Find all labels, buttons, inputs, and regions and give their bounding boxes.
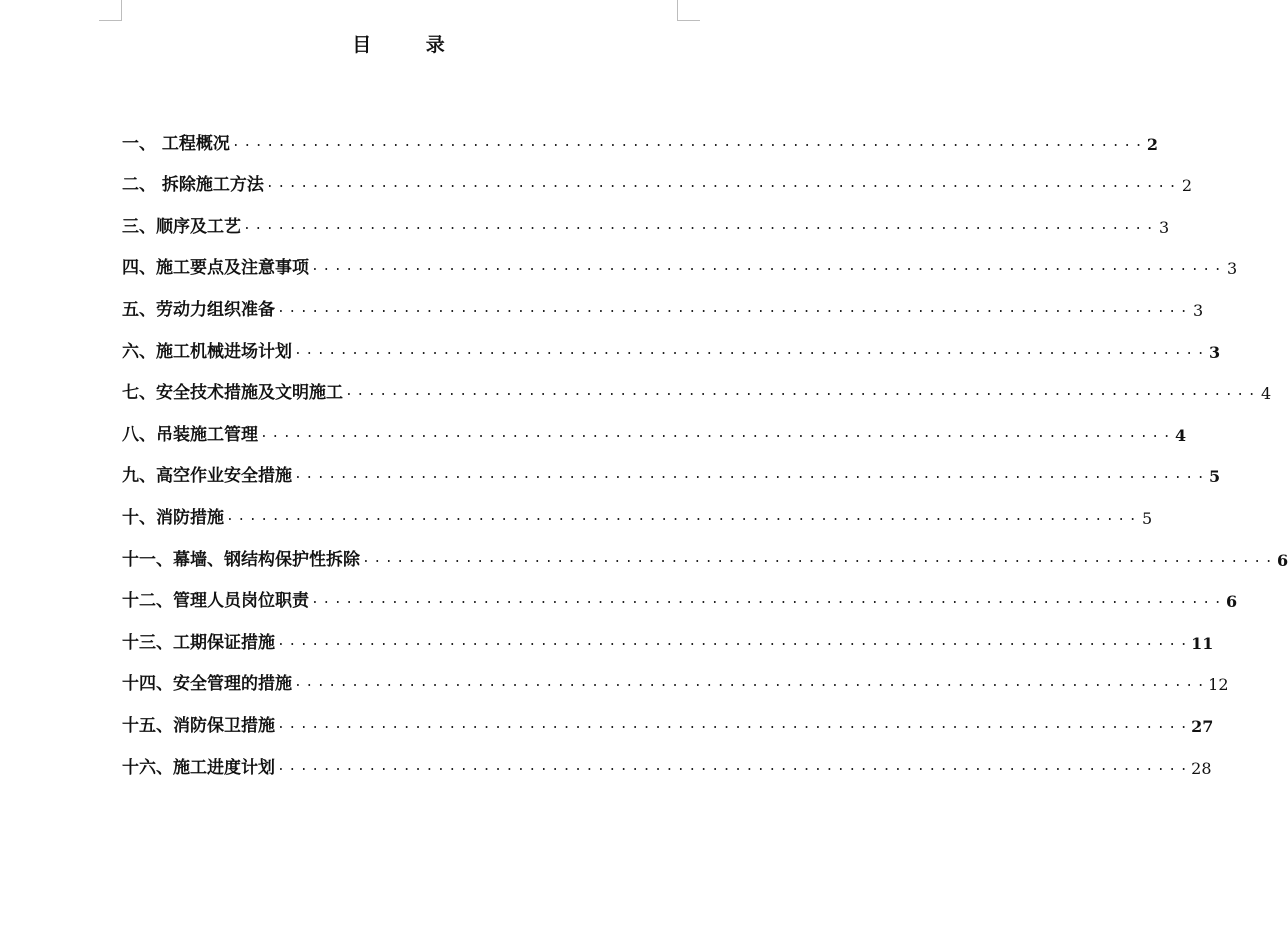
toc-dot-leader: ................................................................................: [362, 550, 1277, 566]
toc-dot-leader: ................................................................................: [260, 425, 1175, 441]
toc-dot-leader: ................................................................................: [243, 217, 1158, 233]
toc-entry-label: 五、劳动力组织准备: [122, 299, 275, 320]
toc-entry[interactable]: [122, 195, 1170, 237]
toc-entry-label: 六、施工机械进场计划: [122, 341, 292, 362]
toc-entry-label: 八、吊装施工管理: [122, 424, 258, 445]
toc-dot-leader: ................................................................................: [311, 592, 1226, 608]
toc-entry[interactable]: [122, 237, 1238, 279]
toc-dot-leader: ................................................................................: [277, 300, 1192, 316]
toc-entry[interactable]: [122, 403, 1187, 445]
table-of-contents: [122, 112, 1288, 778]
toc-entry[interactable]: [122, 570, 1238, 612]
toc-entry[interactable]: [122, 320, 1221, 362]
toc-entry[interactable]: [122, 445, 1221, 487]
toc-page-number: 4: [1260, 384, 1272, 404]
toc-page-number: 5: [1141, 508, 1153, 528]
toc-entry[interactable]: [122, 362, 1272, 404]
toc-entry-label: 九、高空作业安全措施: [122, 466, 292, 487]
toc-entry-label: 十五、消防保卫措施: [122, 715, 275, 736]
toc-entry[interactable]: [122, 112, 1159, 154]
toc-dot-leader: ................................................................................: [345, 384, 1260, 400]
toc-entry-label: 十四、安全管理的措施: [122, 674, 292, 695]
toc-entry-label: 二、 拆除施工方法: [122, 175, 264, 196]
toc-page-number: 6: [1277, 550, 1288, 570]
toc-entry-label: 十三、工期保证措施: [122, 632, 275, 653]
toc-page-number: 12: [1208, 675, 1229, 695]
toc-entry-label: 十一、幕墙、钢结构保护性拆除: [122, 549, 360, 570]
toc-entry-label: 十、消防措施: [122, 507, 224, 528]
toc-entry[interactable]: [122, 653, 1229, 695]
toc-page-number: 28: [1191, 758, 1212, 778]
toc-page-number: 2: [1181, 176, 1193, 196]
toc-entry-label: 四、施工要点及注意事项: [122, 258, 309, 279]
toc-page-number: 6: [1226, 592, 1238, 612]
toc-page-number: 5: [1209, 467, 1221, 487]
toc-dot-leader: ................................................................................: [294, 675, 1209, 691]
toc-dot-leader: ................................................................................: [231, 134, 1147, 150]
toc-page-number: 2: [1146, 134, 1159, 154]
toc-entry[interactable]: [122, 154, 1193, 196]
toc-entry-label: 十六、施工进度计划: [122, 757, 275, 778]
toc-page-number: 3: [1209, 342, 1221, 362]
toc-page-number: 27: [1191, 716, 1214, 736]
toc-dot-leader: ................................................................................: [226, 508, 1141, 524]
toc-entry[interactable]: [122, 694, 1214, 736]
toc-page-number: 3: [1192, 300, 1204, 320]
toc-dot-leader: ................................................................................: [294, 467, 1209, 483]
toc-dot-leader: ................................................................................: [294, 342, 1209, 358]
toc-page-number: 11: [1191, 633, 1214, 653]
margin-corner-mark-right: [677, 0, 700, 21]
toc-entry[interactable]: [122, 278, 1204, 320]
toc-entry[interactable]: [122, 528, 1288, 570]
toc-entry-label: 七、安全技术措施及文明施工: [122, 383, 343, 404]
toc-page-number: 4: [1175, 425, 1187, 445]
toc-entry[interactable]: [122, 736, 1212, 778]
toc-entry[interactable]: [122, 611, 1214, 653]
toc-dot-leader: ................................................................................: [277, 758, 1192, 774]
toc-page-number: 3: [1158, 217, 1170, 237]
toc-dot-leader: ................................................................................: [277, 633, 1192, 649]
toc-dot-leader: ................................................................................: [265, 176, 1181, 192]
margin-corner-mark-left: [99, 0, 122, 21]
toc-page-number: 3: [1226, 259, 1238, 279]
toc-entry-label: 一、 工程概况: [122, 133, 230, 154]
toc-entry-label: 十二、管理人员岗位职责: [122, 591, 309, 612]
toc-title: 目 录: [352, 34, 469, 56]
toc-dot-leader: ................................................................................: [277, 716, 1192, 732]
toc-entry[interactable]: [122, 486, 1153, 528]
toc-entry-label: 三、顺序及工艺: [122, 216, 241, 237]
toc-dot-leader: ................................................................................: [311, 259, 1226, 275]
